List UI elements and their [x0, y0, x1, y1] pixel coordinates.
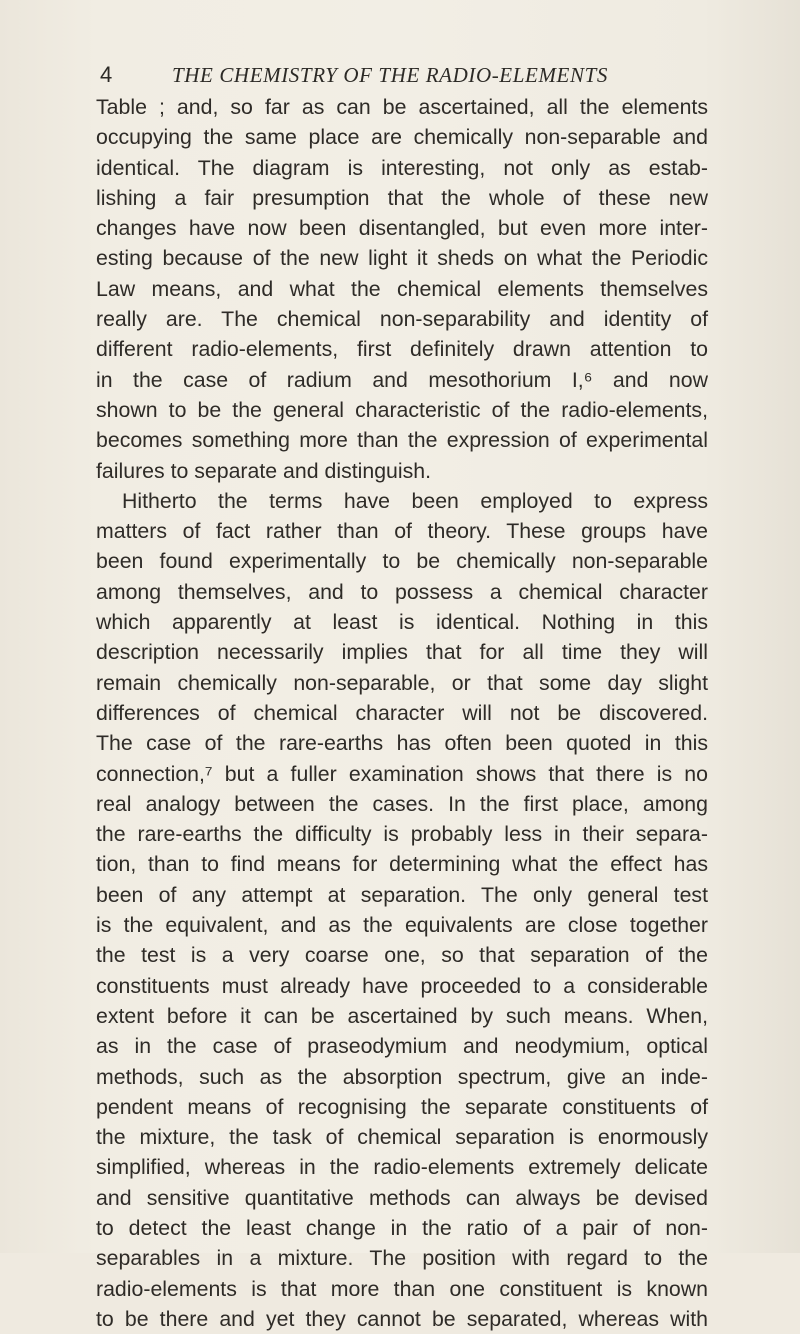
text-line: Table ; and, so far as can be ascertained, all the elements: [96, 95, 708, 119]
text-line: occupying the same place are chemically non-separable and: [96, 125, 708, 150]
text-line: been found experimentally to be chemically non-separable: [96, 549, 708, 574]
text-line: description necessarily implies that for all time they will: [96, 640, 708, 665]
paragraph-1: [96, 92, 708, 486]
text-line: really are. The chemical non-separability and identity of: [96, 307, 708, 332]
text-line: constituents must already have proceeded to a considerable: [96, 973, 708, 998]
text-line: remain chemically non-separable, or that some day slight: [96, 670, 708, 695]
paragraph-2: [96, 486, 708, 1334]
text-line: lishing a fair presumption that the whole of these new: [96, 185, 708, 210]
text-line: The case of the rare-earths has often been quoted in this: [96, 731, 708, 756]
text-line: radio-elements is that more than one constituent is known: [96, 1276, 708, 1301]
running-head: THE CHEMISTRY OF THE RADIO-ELEMENTS: [172, 63, 608, 87]
text-line: changes have now been disentangled, but even more inter-: [96, 216, 708, 241]
text-line: esting because of the new light it sheds on what the Periodic: [96, 246, 708, 271]
body-text: [96, 92, 708, 1334]
text-line: to detect the least change in the ratio of a pair of non-: [96, 1215, 708, 1240]
text-line: matters of fact rather than of theory. These groups have: [96, 519, 708, 544]
text-line: becomes something more than the expression of experimental: [96, 428, 708, 453]
text-line: the mixture, the task of chemical separation is enormously: [96, 1125, 708, 1150]
text-line: as in the case of praseodymium and neodymium, optical: [96, 1034, 708, 1059]
text-line: among themselves, and to possess a chemical character: [96, 579, 708, 604]
page-header: [100, 60, 700, 90]
text-line: the rare-earths the difficulty is probably less in their separa-: [96, 822, 708, 847]
text-line: identical. The diagram is interesting, not only as estab-: [96, 155, 708, 180]
text-line: Law means, and what the chemical elements themselves: [96, 276, 708, 301]
text-line: failures to separate and distinguish.: [96, 458, 432, 483]
text-line: tion, than to find means for determining what the effect has: [96, 852, 708, 877]
text-line: and sensitive quantitative methods can always be devised: [96, 1185, 708, 1210]
text-line: separables in a mixture. The position with regard to the: [96, 1246, 708, 1271]
text-line: shown to be the general characteristic of the radio-elements,: [96, 397, 708, 422]
text-line: in the case of radium and mesothorium I,⁶ and now: [96, 367, 708, 392]
text-line: which apparently at least is identical. Nothing in this: [96, 610, 708, 635]
text-line: different radio-elements, first definitely drawn attention to: [96, 337, 708, 362]
text-line: is the equivalent, and as the equivalents are close together: [96, 913, 708, 938]
text-line: Hitherto the terms have been employed to express: [122, 488, 708, 513]
text-line: differences of chemical character will not be discovered.: [96, 700, 708, 725]
text-line: connection,⁷ but a fuller examination shows that there is no: [96, 761, 708, 786]
text-line: the test is a very coarse one, so that separation of the: [96, 943, 708, 968]
text-line: pendent means of recognising the separate constituents of: [96, 1094, 708, 1119]
page-number: 4: [100, 62, 113, 87]
text-line: extent before it can be ascertained by such means. When,: [96, 1003, 708, 1028]
text-line: been of any attempt at separation. The only general test: [96, 882, 708, 907]
text-line: methods, such as the absorption spectrum, give an inde-: [96, 1064, 708, 1089]
text-line: simplified, whereas in the radio-elements extremely delicate: [96, 1155, 708, 1180]
text-line: to be there and yet they cannot be separated, whereas with: [96, 1306, 708, 1331]
text-line: real analogy between the cases. In the first place, among: [96, 791, 708, 816]
